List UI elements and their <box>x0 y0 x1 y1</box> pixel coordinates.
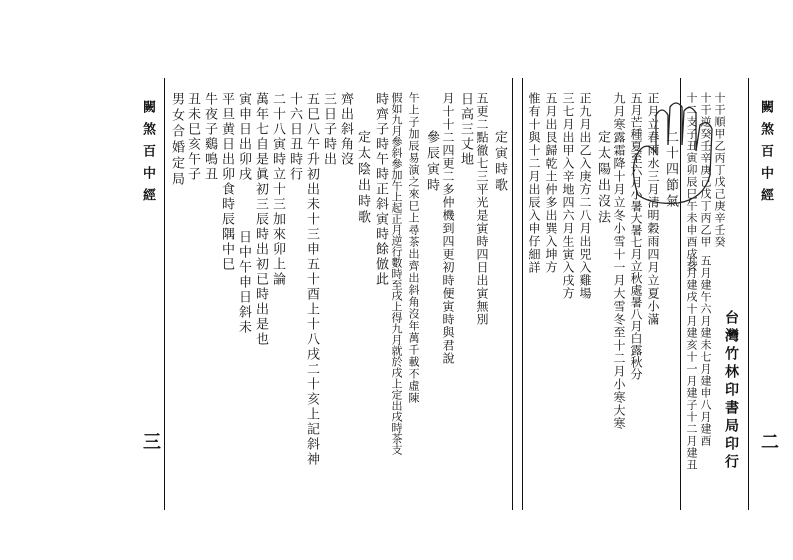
left-page-number: 三 <box>140 432 161 450</box>
yin-verse-5: 三日子時出 <box>321 92 336 167</box>
jian-row-3: 九月建戌十月建亥十一月建子十二月建丑 <box>685 255 698 471</box>
taiyang-row-1: 正九月出乙入庚方二八月出兕入雞場 <box>578 92 592 300</box>
gan-row-3: 十二支子丑寅卯辰巳午未申酉戌亥 <box>685 92 698 272</box>
publisher-label: 台灣竹林印書局印行 <box>723 310 739 472</box>
taiyang-row-3: 五月出艮歸乾土仲多出巽入坤方 <box>544 92 558 274</box>
yin-verse-4: 五巳八午升初出未十三申五十酉上十八戌二十亥上記斜神 <box>304 92 319 467</box>
yin-verse-6: 齊出斜角沒 <box>338 92 353 167</box>
taiyang-row-4: 惟有十與十二月出辰入申仔細詳 <box>527 92 541 274</box>
taiyin-title: 定太陰出時歌 <box>355 130 370 226</box>
jian-row-2: 五月建午六月建未七月建申八月建酉 <box>699 255 712 447</box>
yin-verse-1: 萬年七自是眞初三辰時出初已時出是也 <box>253 92 268 347</box>
yinshi-col-1: 月十十二四更二多仲機到四更初時便寅時與君說 <box>441 92 455 365</box>
yinshi-col-3: 五更二點徹七三平光是寅時四日出寅無別 <box>475 92 489 326</box>
left-border-line <box>164 78 165 510</box>
left-margin-title: 闕煞百中經 <box>140 100 155 210</box>
yin-verse-3: 十六日丑時行 <box>287 92 302 182</box>
yin-verse-2: 二十八寅時立十三加來卯上論 <box>270 92 285 287</box>
example-col-1: 時齊子時午時正斜寅時餘倣此 <box>373 92 388 287</box>
jieqi-row-3: 九月寒露霜降十月立冬小雪十一月大雪冬至十二月小寒大寒 <box>612 92 626 430</box>
wedding-title: 男女合婚定局 <box>169 92 184 188</box>
example-col-3: 午上子加辰易演之來巳上尋茶出齊出斜角沒年萬千載不虛陳 <box>407 92 420 404</box>
hours-col-d: 日中午申日斜未 <box>236 230 251 335</box>
taiyang-row-2: 三七月出甲入辛地四六月生寅入戌方 <box>561 92 575 300</box>
taiyang-title: 定太陽出沒法 <box>595 130 610 226</box>
hours-col-c: 平旦黄日出卯食時辰隅中巳 <box>219 92 234 272</box>
right-left-border <box>522 78 523 510</box>
gan-row-2: 十干逆癸壬辛庚己戊丁丙乙甲 <box>699 92 712 248</box>
jieqi-row-1: 正月立春雨水三月清明穀雨四月立夏小滿 <box>646 92 660 326</box>
hours-col-e: 寅申日出卯戌 <box>236 92 251 182</box>
yinshi-col-2: 日高三丈地 <box>458 92 473 167</box>
palm-diagram <box>618 95 726 207</box>
hours-col-b: 牛夜子鷄鳴丑 <box>202 92 217 182</box>
gan-row-1: 十干順甲乙丙丁戊己庚辛壬癸 <box>713 92 726 248</box>
jieqi-row-2: 五月芒種夏至六月小暑大暑七月立秋處暑八月白露秋分 <box>629 92 643 380</box>
right-page-number: 二 <box>758 432 779 450</box>
hours-col-a: 丑未巳亥午子 <box>185 92 200 182</box>
shenchen-title: 參辰寅時 <box>424 130 439 194</box>
jieqi-title: 二十四節氣 <box>663 130 678 210</box>
right-margin-title: 闕煞百中經 <box>758 100 773 210</box>
left-right-border <box>512 78 513 510</box>
right-outer-border <box>748 78 749 510</box>
example-col-2: 假如九月參斜參加午上起正月逆行數時至戌上得九月就於戌上定出戌時茶支 <box>390 92 403 455</box>
yinshi-title: 定寅時歌 <box>492 130 507 194</box>
